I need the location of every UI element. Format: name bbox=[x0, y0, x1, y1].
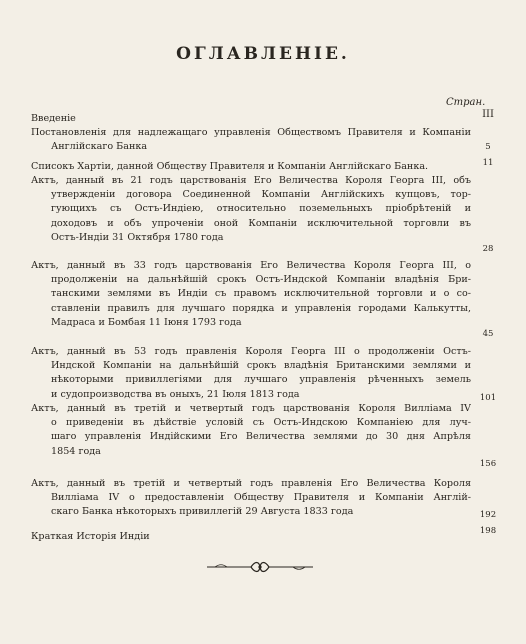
toc-entry-line: Мадраса и Бомбая 11 Іюня 1793 года bbox=[51, 316, 242, 328]
toc-entry bbox=[31, 530, 471, 544]
toc-entry-line: о приведеніи въ дѣйствіе условій съ Остъ-Индскою Компаніею для луч- bbox=[51, 417, 471, 429]
toc-entry-line: Остъ-Индіи 31 Октября 1780 года bbox=[51, 231, 224, 243]
toc-entry-line: Актъ, данный въ 21 годъ царствованія Его Величества Короля Георга III, объ bbox=[31, 175, 471, 186]
toc-page-number: 156 bbox=[479, 459, 497, 469]
toc-entry bbox=[31, 345, 471, 402]
toc-page-number: 11 bbox=[482, 158, 494, 168]
toc-entry-line: гующихъ съ Остъ-Индіею, относительно поземельныхъ пріобрѣтеній и bbox=[51, 203, 471, 215]
toc-entry-line: доходовъ и объ упроченіи оной Компаніи исключительной торговли въ bbox=[51, 217, 471, 229]
toc-entry-line: шаго управленія Индійскими Его Величества землями до 30 дня Апрѣля bbox=[51, 431, 471, 443]
toc-entry-line: Краткая Исторія Индіи bbox=[31, 531, 150, 542]
toc-entry-line: Списокъ Хартіи, данной Обществу Правителя и Компаніи Англійскаго Банка. bbox=[31, 161, 429, 172]
toc-entry-line: Англійскаго Банка bbox=[51, 141, 148, 153]
page-title: ОГЛАВЛЕНІЕ. bbox=[176, 44, 350, 64]
toc-entry-line: 1854 года bbox=[51, 445, 101, 457]
toc-entry-line: нѣкоторыми привиллегіями для лучшаго управленія рѣченныхъ земель bbox=[51, 374, 471, 386]
toc-entry bbox=[31, 402, 471, 459]
toc-entry bbox=[31, 259, 471, 330]
toc-page-number: 192 bbox=[479, 510, 497, 520]
toc-entry bbox=[31, 112, 471, 126]
toc-entry-line: Индской Компаніи на дальнѣйшій срокъ владѣнія Британскими землями и bbox=[51, 360, 471, 372]
toc-entry-line: Вилліама IV о предоставленіи Обществу Правителя и Компаніи Англій- bbox=[51, 492, 471, 504]
toc-entry-line: утвержденіи договора Соединенной Компаніи Англійскихъ купцовъ, тор- bbox=[51, 189, 471, 201]
toc-entry-line: танскими землями въ Индіи съ правомъ исключительной торговли и о со- bbox=[51, 288, 471, 300]
toc-entry-line: Актъ, данный въ третій и четвертый годъ царствованія Короля Вилліама IV bbox=[31, 403, 471, 414]
toc-entry bbox=[31, 174, 471, 245]
toc-entry bbox=[31, 477, 471, 520]
toc-page-number: 5 bbox=[485, 142, 491, 152]
toc-page-number: III bbox=[482, 109, 494, 120]
toc-entry bbox=[31, 126, 471, 154]
toc-page-number: 198 bbox=[479, 526, 497, 536]
toc-entry-line: и судопроизводства въ оныхъ, 21 Іюля 1813 года bbox=[51, 388, 300, 400]
toc-page-number: 45 bbox=[482, 329, 494, 339]
decorative-flourish-icon bbox=[205, 560, 315, 574]
toc-entry-line: Актъ, данный въ 53 годъ правленія Короля Георга III о продолженіи Остъ- bbox=[31, 346, 471, 357]
toc-entry-line: Введеніе bbox=[31, 113, 76, 124]
toc-entry-line: Постановленія для надлежащаго управленія Обществомъ Правителя и Компаніи bbox=[31, 127, 471, 138]
toc-entry bbox=[31, 160, 471, 174]
toc-entry-line: ставленіи правилъ для лучшаго порядка и управленія городами Калькутты, bbox=[51, 302, 471, 314]
toc-entry-line: Актъ, данный въ третій и четвертый годъ правленія Его Величества Короля bbox=[31, 478, 471, 489]
toc-page-number: 101 bbox=[479, 393, 497, 403]
toc-entry-line: Актъ, данный въ 33 годъ царствованія Его Величества Короля Георга III, о bbox=[31, 260, 471, 271]
page-column-header: Стран. bbox=[446, 97, 486, 108]
toc-page-number: 28 bbox=[482, 244, 494, 254]
toc-entry-line: скаго Банка нѣкоторыхъ привиллегій 29 Августа 1833 года bbox=[51, 506, 354, 518]
toc-entry-line: продолженіи на дальнѣйшій срокъ Остъ-Индской Компаніи владѣнія Бри- bbox=[51, 274, 471, 286]
